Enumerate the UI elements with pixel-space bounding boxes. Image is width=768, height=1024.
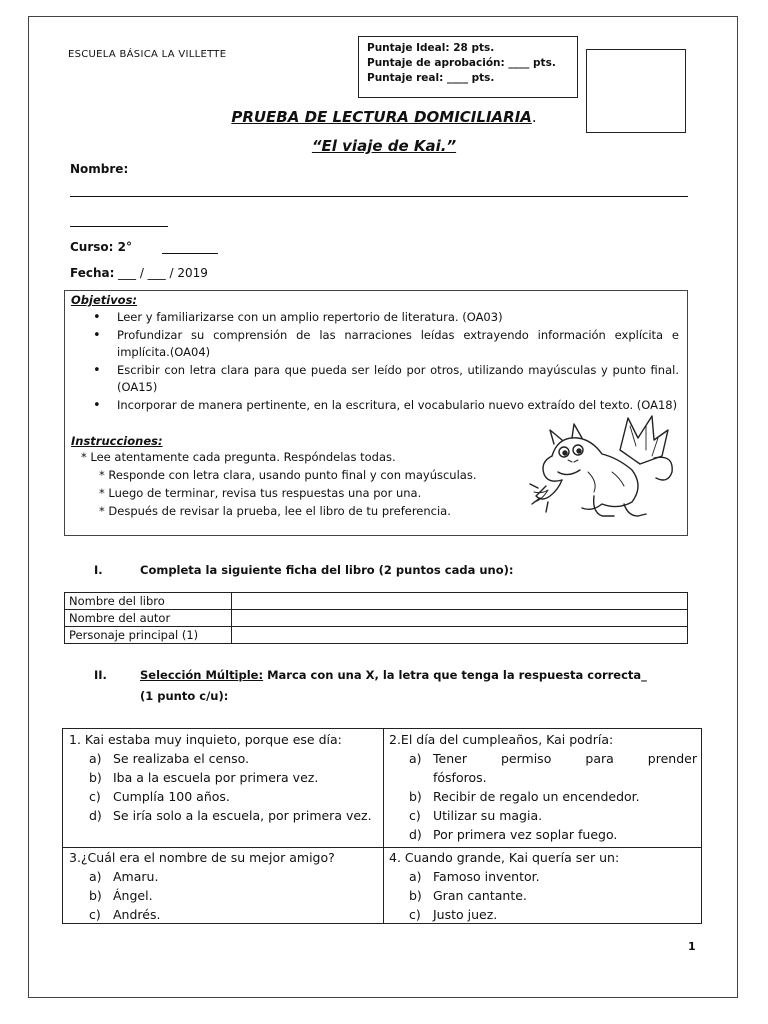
instruction-item: * Lee atentamente cada pregunta. Respóndelas todas. (81, 450, 396, 464)
section-1-number: I. (94, 563, 103, 577)
section-2-points: (1 punto c/u): (140, 689, 229, 703)
answer-option[interactable] (69, 867, 375, 886)
option-text: Recibir de regalo un encendedor. (433, 789, 640, 804)
page-title (0, 108, 768, 126)
section-2-heading-rest: Marca con una X, la letra que tenga la respuesta correcta_ (263, 668, 647, 682)
option-letter: a) (89, 869, 102, 884)
book-name-field[interactable] (232, 593, 688, 610)
date-value: ___ / ___ / 2019 (118, 266, 208, 280)
answer-option[interactable] (69, 787, 375, 806)
question-text: 2.El día del cumpleaños, Kai podría: (389, 732, 614, 747)
author-name-label: Nombre del autor (65, 610, 232, 627)
section-1-heading: Completa la siguiente ficha del libro (2 puntos cada uno): (140, 563, 514, 577)
course-label: Curso: 2° (70, 240, 132, 254)
instruction-item: * Después de revisar la prueba, lee el libro de tu preferencia. (99, 504, 451, 518)
answer-option[interactable] (69, 886, 375, 905)
section-2-heading (140, 668, 647, 682)
option-text: Famoso inventor. (433, 869, 540, 884)
question-3 (69, 848, 375, 924)
objectives-list (89, 309, 679, 414)
answer-option[interactable] (389, 825, 697, 844)
objective-item: • Incorporar de manera pertinente, en la escritura, el vocabulario nuevo extraído del texto. (OA18) (89, 397, 679, 415)
title-dot: . (531, 108, 537, 126)
option-text: Cumplía 100 años. (113, 789, 230, 804)
multiple-choice-table (62, 728, 702, 924)
option-text: Utilizar su magia. (433, 808, 543, 823)
option-letter: a) (89, 751, 102, 766)
answer-option[interactable] (389, 886, 697, 905)
name-label: Nombre: (70, 162, 129, 176)
table-row (65, 627, 688, 644)
ideal-score: Puntaje Ideal: 28 pts. (367, 42, 495, 54)
book-title: “El viaje de Kai.” (311, 137, 457, 155)
option-text: Se iría solo a la escuela, por primera vez. (113, 808, 372, 823)
option-letter: d) (409, 827, 422, 842)
objectives-heading: Objetivos: (71, 293, 138, 307)
option-text: Iba a la escuela por primera vez. (113, 770, 319, 785)
question-text: 4. Cuando grande, Kai quería ser un: (389, 850, 620, 865)
question-text: 1. Kai estaba muy inquieto, porque ese día: (69, 732, 342, 747)
score-box (358, 36, 578, 98)
question-1 (69, 730, 375, 825)
option-text: Justo juez. (433, 907, 498, 922)
option-letter: b) (409, 789, 422, 804)
column-divider (383, 729, 384, 923)
option-letter: c) (409, 907, 421, 922)
course-line[interactable] (162, 253, 218, 254)
option-text: Se realizaba el censo. (113, 751, 250, 766)
book-info-table (64, 592, 688, 644)
instruction-item: * Luego de terminar, revisa tus respuestas una por una. (99, 486, 422, 500)
section-2-number: II. (94, 668, 107, 682)
section-2-heading-underlined: Selección Múltiple: (140, 668, 264, 682)
option-text: Tener permiso para prender fósforos. (433, 751, 697, 785)
author-name-field[interactable] (232, 610, 688, 627)
book-name-label: Nombre del libro (65, 593, 232, 610)
main-character-label: Personaje principal (1) (65, 627, 232, 644)
name-line-2[interactable] (70, 226, 168, 227)
table-row (65, 593, 688, 610)
option-letter: c) (89, 907, 101, 922)
option-text: Por primera vez soplar fuego. (433, 827, 618, 842)
option-letter: c) (89, 789, 101, 804)
answer-option[interactable] (69, 768, 375, 787)
objective-item: • Escribir con letra clara para que pueda ser leído por otros, utilizando mayúsculas y punto final.(OA15) (89, 362, 679, 397)
question-text: 3.¿Cuál era el nombre de su mejor amigo? (69, 850, 335, 865)
option-text: Ángel. (113, 888, 153, 903)
option-letter: b) (89, 888, 102, 903)
table-row (65, 610, 688, 627)
answer-option[interactable] (69, 905, 375, 924)
answer-option[interactable] (69, 806, 375, 825)
school-name: ESCUELA BÁSICA LA VILLETTE (68, 49, 227, 60)
answer-option[interactable] (389, 806, 697, 825)
option-letter: a) (409, 869, 422, 884)
option-text: Andrés. (113, 907, 161, 922)
option-text: Gran cantante. (433, 888, 527, 903)
option-letter: c) (409, 808, 421, 823)
objective-item: • Profundizar su comprensión de las narraciones leídas extrayendo información explícita e implícita.(OA04) (89, 327, 679, 362)
option-letter: b) (89, 770, 102, 785)
objective-item: • Leer y familiarizarse con un amplio repertorio de literatura. (OA03) (89, 309, 679, 327)
answer-option[interactable] (389, 905, 697, 924)
page-number: 1 (688, 940, 696, 953)
name-line-1[interactable] (70, 196, 688, 197)
answer-option[interactable] (69, 749, 375, 768)
title-text: PRUEBA DE LECTURA DOMICILIARIA (231, 108, 532, 126)
dragon-illustration (528, 412, 678, 522)
answer-option[interactable] (389, 749, 697, 787)
instruction-item: * Responde con letra clara, usando punto final y con mayúsculas. (99, 468, 477, 482)
question-4 (389, 848, 697, 924)
option-letter: b) (409, 888, 422, 903)
date-label: Fecha: (70, 266, 115, 280)
option-letter: d) (89, 808, 102, 823)
option-letter: a) (409, 751, 422, 766)
main-character-field[interactable] (232, 627, 688, 644)
approval-score: Puntaje de aprobación: ____ pts. (367, 57, 556, 69)
option-text: Amaru. (113, 869, 159, 884)
question-2 (389, 730, 697, 844)
real-score: Puntaje real: ____ pts. (367, 72, 495, 84)
answer-option[interactable] (389, 867, 697, 886)
instructions-heading: Instrucciones: (71, 434, 163, 448)
answer-option[interactable] (389, 787, 697, 806)
